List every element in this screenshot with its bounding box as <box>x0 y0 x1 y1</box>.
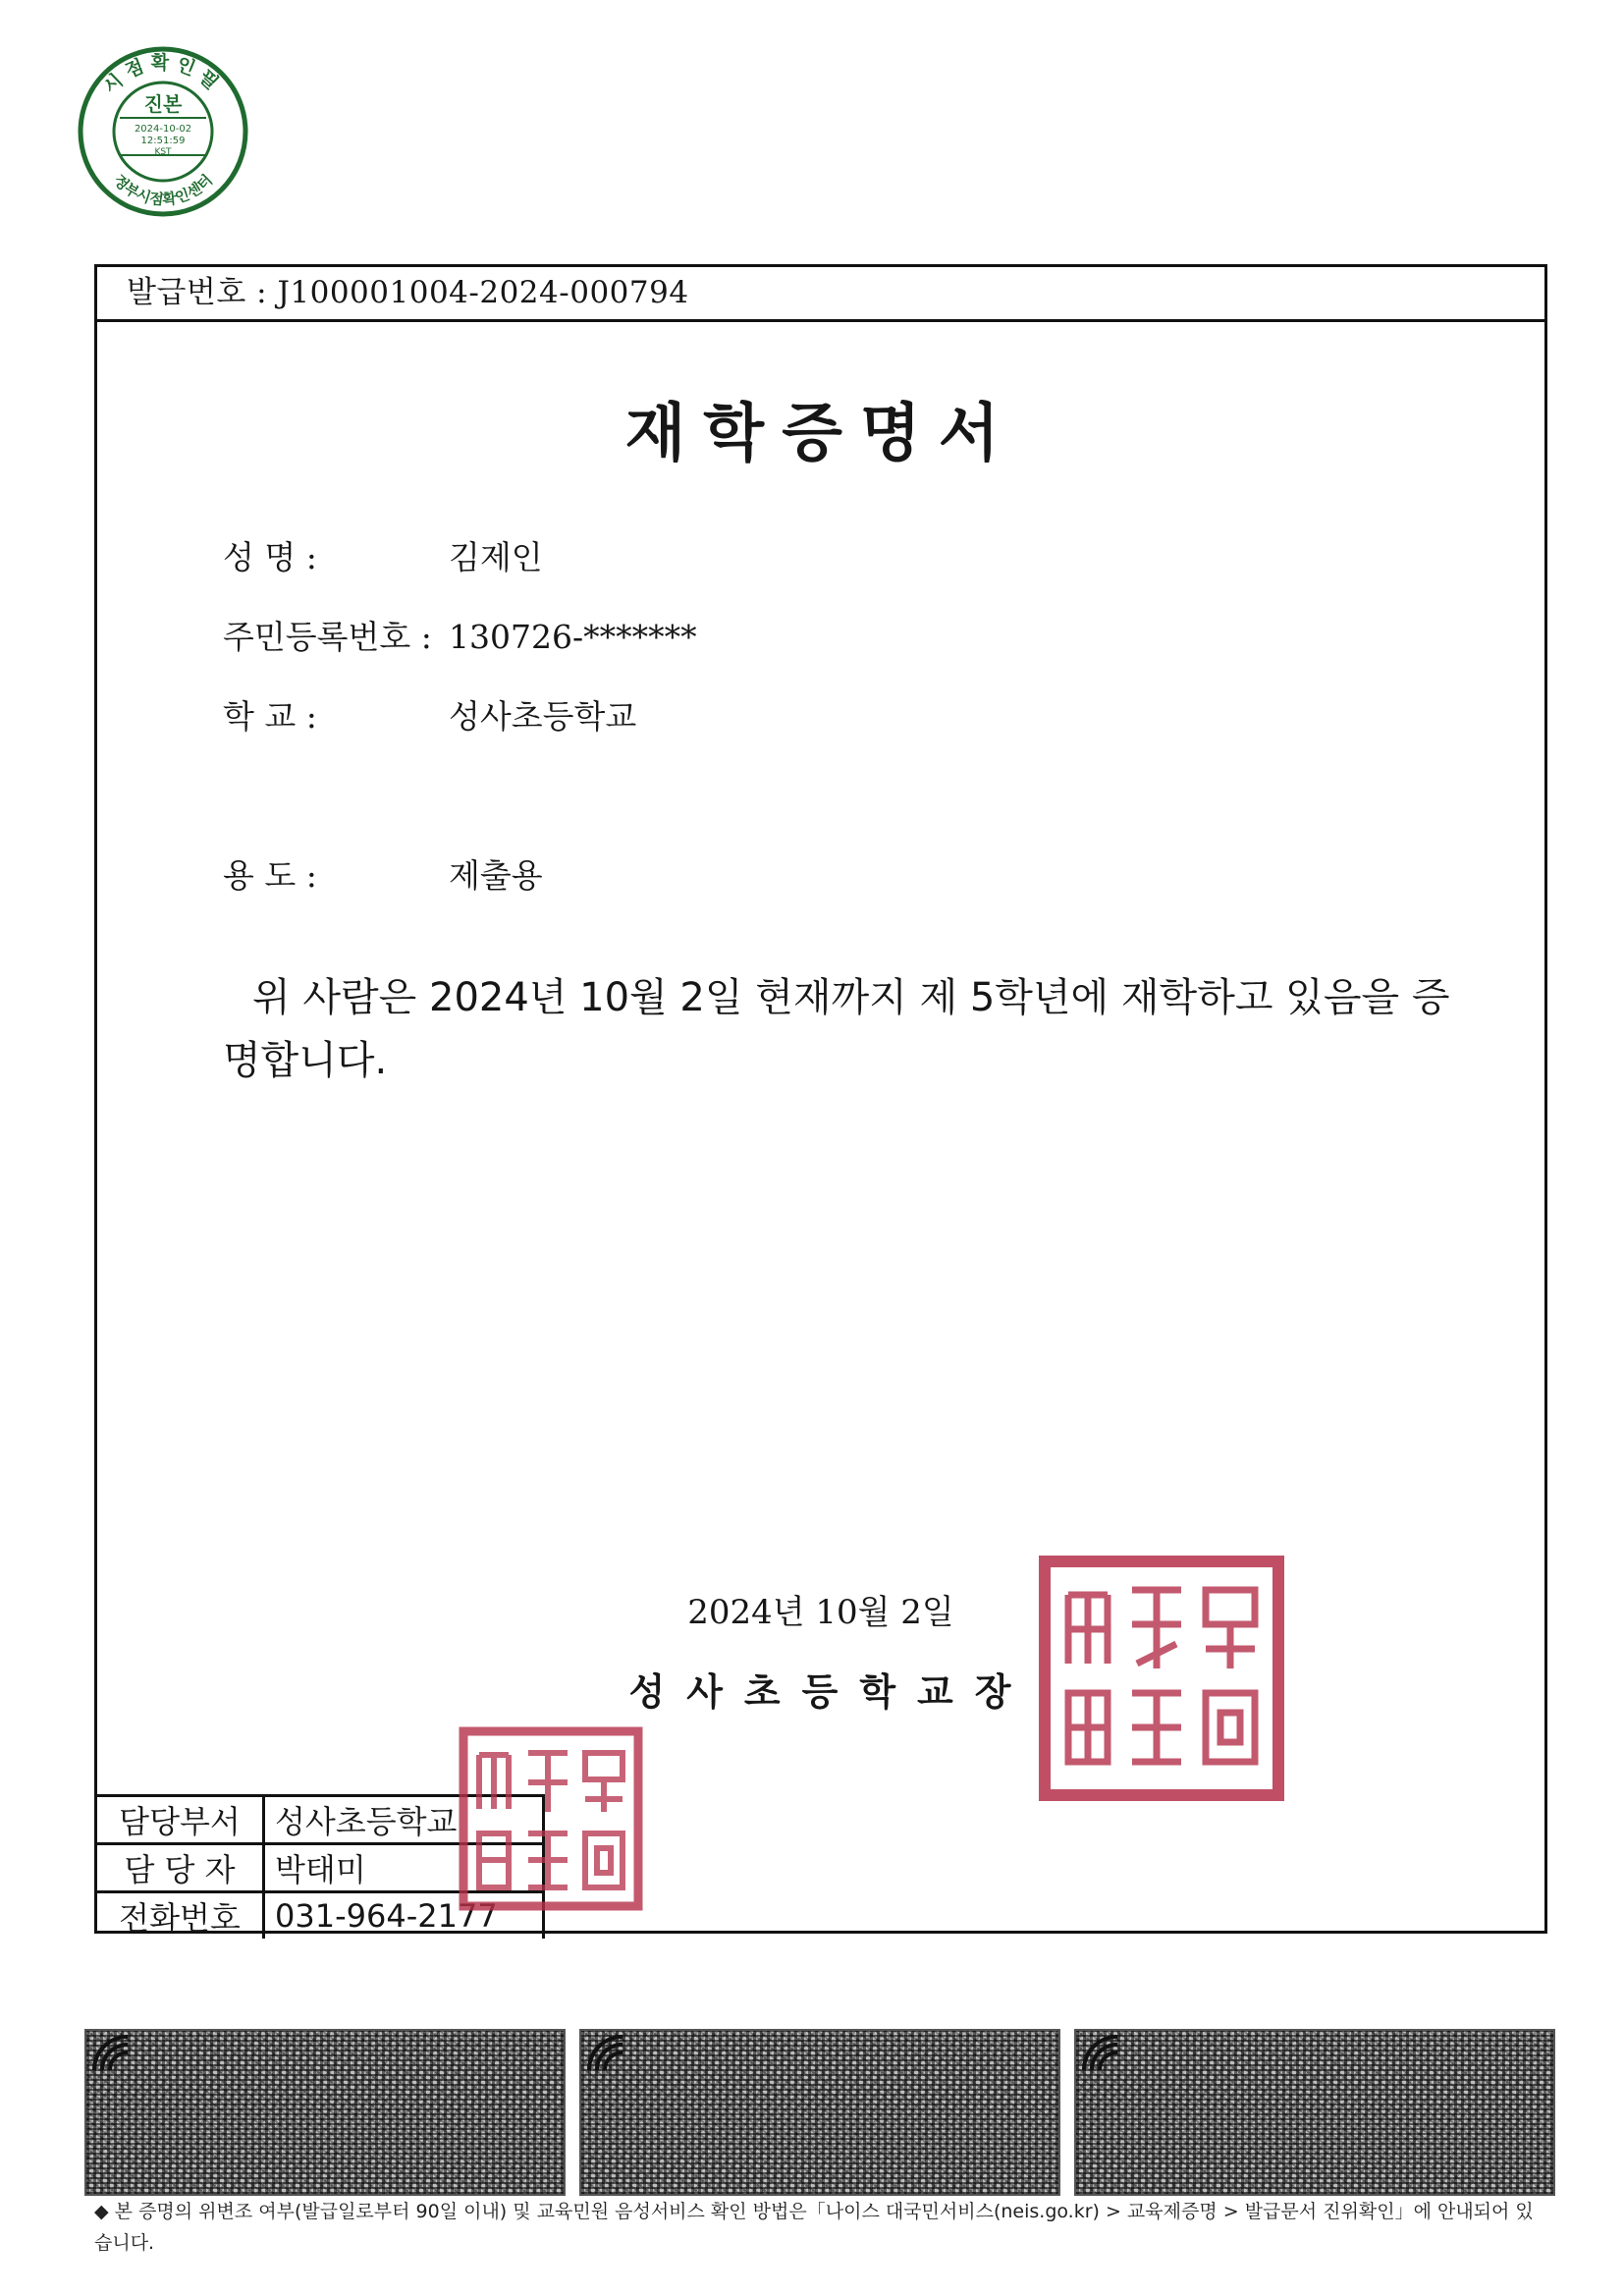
issue-date: 2024년 10월 2일 <box>687 1593 954 1632</box>
barcode-corner-mark <box>90 2033 132 2074</box>
issue-number-label: 발급번호 : <box>127 275 268 310</box>
field-label: 학 교 : <box>223 697 317 736</box>
barcode-corner-mark <box>585 2033 626 2074</box>
barcode-corner-mark <box>1080 2033 1121 2074</box>
authenticity-notice: ◆ 본 증명의 위변조 여부(발급일로부터 90일 이내) 및 교육민원 음성서비스 확인 방법은「나이스 대국민서비스(neis.go.kr) > 교육제증명 > 발급문서 진위확인」에 안내되어 있습니다. <box>94 2201 1534 2254</box>
certificate-frame <box>94 264 1547 1937</box>
verification-barcode-1 <box>84 2029 566 2196</box>
verification-barcode-2 <box>579 2029 1060 2196</box>
contact-value: 성사초등학교 <box>264 1796 544 1844</box>
stamp-bottom-text: 정부시점확인센터 <box>110 171 216 209</box>
verification-stamp <box>77 45 249 218</box>
stamp-date: 2024-10-02 <box>134 124 192 135</box>
contact-label: 담당부서 <box>97 1796 264 1844</box>
stamp-time: 12:51:59 <box>140 136 186 146</box>
field-value: 130726-******* <box>449 618 697 656</box>
contact-value: 박태미 <box>264 1844 544 1892</box>
contact-value: 031-964-2177 <box>264 1892 544 1940</box>
field-value: 김제인 <box>449 538 543 576</box>
school-official-seal <box>1039 1556 1284 1801</box>
field-value: 성사초등학교 <box>449 697 637 736</box>
verification-barcode-3 <box>1074 2029 1555 2196</box>
department-seal <box>458 1725 644 1912</box>
stamp-timezone: KST <box>154 147 172 157</box>
contact-label: 전화번호 <box>97 1892 264 1940</box>
issue-number-bar <box>97 267 1544 322</box>
issuer-title: 성사초등학교장 <box>628 1670 1033 1714</box>
contact-label: 담 당 자 <box>97 1844 264 1892</box>
field-value: 제출용 <box>449 856 543 895</box>
stamp-top-text: 시점확인필 <box>99 52 227 98</box>
certification-statement: 위 사람은 2024년 10월 2일 현재까지 제 5학년에 재학하고 있음을 증명합니다. <box>223 975 1450 1083</box>
field-label: 주민등록번호 : <box>223 618 432 656</box>
svg-text:시점확인필 <box>99 51 227 98</box>
document-title: 재학증명서 <box>624 398 1017 470</box>
stamp-center-text: 진본 <box>143 92 183 116</box>
issue-number: J100001004-2024-000794 <box>277 275 689 310</box>
field-label: 성 명 : <box>223 538 317 576</box>
field-label: 용 도 : <box>223 856 317 895</box>
